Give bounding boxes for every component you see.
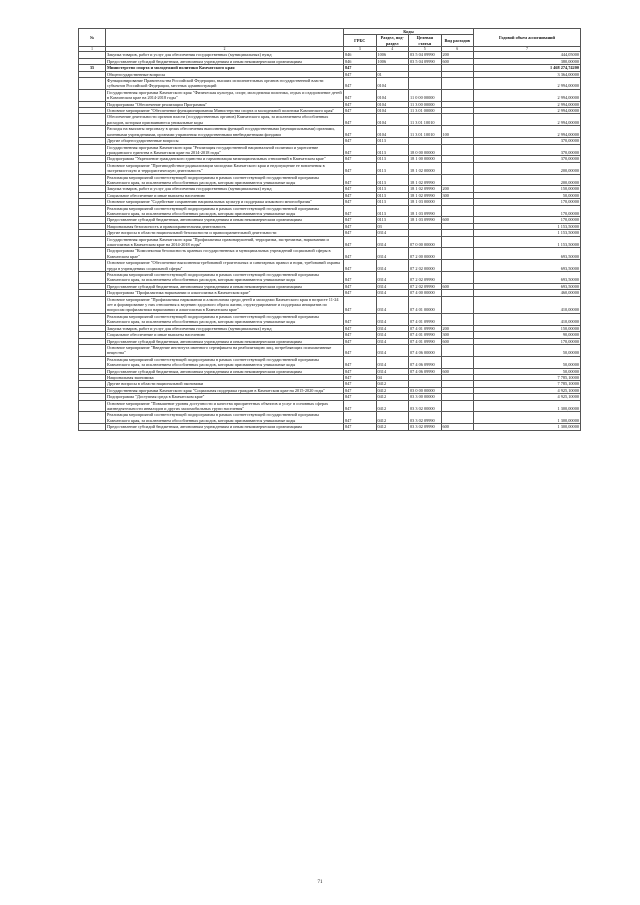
table-row (79, 356, 581, 368)
row-amount: 170,00000 (474, 199, 581, 205)
row-razdel: 0314 (376, 313, 409, 325)
row-name: Национальная экономика (106, 374, 344, 380)
row-amount: 50,00000 (474, 192, 581, 198)
row-name: Общегосударственные вопросы (106, 71, 344, 77)
row-grbs: 847 (344, 296, 377, 313)
table-row (79, 78, 581, 90)
row-razdel: 0104 (376, 89, 409, 101)
table-row (79, 272, 581, 284)
row-razdel: 04 (376, 374, 409, 380)
row-name: Другие вопросы в области национальной безопасности и правоохранительной деятельности (106, 230, 344, 236)
row-grbs: 847 (344, 283, 377, 289)
row-number (79, 78, 106, 90)
row-target-article: 18 1 03 09990 (409, 217, 442, 223)
row-number (79, 89, 106, 101)
row-expense-type (441, 296, 474, 313)
row-razdel: 0314 (376, 332, 409, 338)
row-name: Государственная программа Камчатского края "Профилактика правонарушений, терроризма, экстремизма, наркомании и алкоголизма в Камчатском крае на 2014-2018 годы" (106, 236, 344, 248)
table-row (79, 126, 581, 138)
row-amount: 150,00000 (474, 186, 581, 192)
row-target-article: 07 4 06 09990 (409, 368, 442, 374)
row-number (79, 412, 106, 424)
row-amount: 4 925,10000 (474, 394, 581, 400)
row-name: Национальная безопасность и правоохранительная деятельность (106, 223, 344, 229)
row-target-article: 07 2 00 00000 (409, 248, 442, 260)
row-amount: 1 300,00000 (474, 400, 581, 412)
row-grbs: 847 (344, 332, 377, 338)
row-razdel: 0314 (376, 368, 409, 374)
row-razdel: 0113 (376, 186, 409, 192)
row-razdel: 0113 (376, 156, 409, 162)
row-amount: 693,50000 (474, 283, 581, 289)
row-amount: 170,00000 (474, 338, 581, 344)
row-target-article: 07 4 06 09990 (409, 356, 442, 368)
row-grbs: 847 (344, 205, 377, 217)
row-razdel: 0104 (376, 78, 409, 90)
row-grbs: 847 (344, 199, 377, 205)
row-expense-type: 600 (441, 58, 474, 64)
row-expense-type: 300 (441, 192, 474, 198)
row-name: Расходы на выплаты персоналу в целях обеспечения выполнения функций государственными (муниципальными) органами, казенными учреждениями, органами управления государственными внебюджетными фондами (106, 126, 344, 138)
row-number (79, 400, 106, 412)
table-row (79, 236, 581, 248)
row-name: Основное мероприятие "Повышение уровня доступности и качества приоритетных объектов и услуг в основных сферах жизнедеятельности инвалидов и других маломобильных групп населения" (106, 400, 344, 412)
row-target-article: 07 2 02 09990 (409, 272, 442, 284)
row-target-article: 03 3 00 00000 (409, 394, 442, 400)
row-target-article: 03 3 02 00000 (409, 400, 442, 412)
row-name: Государственная программа Камчатского края "Физическая культура, спорт, молодежная политика, отдых и оздоровление детей в Камчатском крае на 2014-2018 годы" (107, 89, 342, 101)
row-razdel: 0412 (376, 412, 409, 424)
row-amount: 2 994,00000 (474, 78, 581, 90)
row-number (79, 260, 106, 272)
col-index: 7 (474, 47, 581, 52)
row-number (79, 356, 106, 368)
row-grbs: 847 (344, 272, 377, 284)
row-razdel: 0104 (376, 114, 409, 126)
table-row (79, 400, 581, 412)
row-amount: 2 994,00000 (474, 101, 581, 107)
table-body (79, 52, 581, 430)
row-expense-type: 600 (441, 424, 474, 430)
row-target-article: 18 1 03 00000 (409, 199, 442, 205)
document-page (78, 28, 581, 431)
row-grbs: 847 (344, 248, 377, 260)
row-number (79, 424, 106, 430)
row-grbs: 847 (344, 387, 377, 393)
row-number (79, 296, 106, 313)
row-amount: 693,50000 (474, 260, 581, 272)
row-amount: 2 994,00000 (474, 108, 581, 114)
row-grbs: 847 (344, 186, 377, 192)
row-name: Предоставление субсидий бюджетным, автономным учреждениям и иным некоммерческим организациям (106, 283, 344, 289)
row-name: Предоставление субсидий бюджетным, автономным учреждениям и иным некоммерческим организациям (106, 338, 344, 344)
row-grbs: 847 (344, 114, 377, 126)
row-target-article: 07 2 02 00000 (409, 260, 442, 272)
row-name: Предоставление субсидий бюджетным, автономным учреждениям и иным некоммерческим организациям (106, 424, 344, 430)
row-grbs: 846 (344, 52, 377, 58)
col-index: 6 (441, 47, 474, 52)
row-grbs: 847 (344, 65, 377, 71)
row-razdel: 0113 (376, 205, 409, 217)
row-expense-type: 600 (441, 283, 474, 289)
row-amount: 1 468 274,74200 (474, 65, 581, 71)
row-name: Подпрограмма "Комплексная безопасность краевых государственных и муниципальных учреждений социальной сферы в Камчатском крае" (106, 248, 344, 260)
row-amount: 150,00000 (474, 325, 581, 331)
row-amount: 200,00000 (474, 174, 581, 186)
row-expense-type: 200 (441, 325, 474, 331)
row-amount: 410,00000 (474, 296, 581, 313)
row-name: Основное мероприятие "Обеспечение функционирования Министерства спорта и молодежной политики Камчатского края" (106, 108, 344, 114)
col-index: 5 (409, 47, 442, 52)
row-number (79, 313, 106, 325)
row-name: Функционирование Правительства Российской Федерации, высших исполнительных органов государственной власти субъектов Российской Федерации, местных администраций (106, 78, 344, 90)
row-expense-type: 200 (441, 52, 474, 58)
row-name: Реализация мероприятий соответствующей подпрограммы в рамках соответствующей государственной программы Камчатского края, за исключением обособленных расходов, которым присваиваются уникальные коды (106, 313, 344, 325)
row-number (79, 114, 106, 126)
row-target-article: 11 3 01 10010 (409, 114, 442, 126)
row-razdel: 0104 (376, 108, 409, 114)
row-razdel: 0314 (376, 272, 409, 284)
row-expense-type (441, 260, 474, 272)
row-razdel: 0314 (376, 325, 409, 331)
table-row (79, 144, 581, 156)
row-grbs: 847 (344, 424, 377, 430)
row-grbs: 847 (344, 356, 377, 368)
row-name: Реализация мероприятий соответствующей подпрограммы в рамках соответствующей государственной программы Камчатского края, за исключением обособленных расходов, которым присваиваются уникальные коды (106, 412, 344, 424)
row-grbs: 847 (344, 156, 377, 162)
row-expense-type (441, 236, 474, 248)
header-name (106, 29, 344, 47)
row-grbs: 847 (344, 126, 377, 138)
row-razdel: 0314 (376, 248, 409, 260)
row-expense-type: 300 (441, 332, 474, 338)
row-grbs: 847 (344, 290, 377, 296)
row-expense-type (441, 89, 474, 101)
row-name: Закупка товаров, работ и услуг для обеспечения государственных (муниципальных) нужд (106, 186, 344, 192)
row-target-article: 18 1 02 09990 (409, 186, 442, 192)
row-target-article: 07 4 01 09990 (409, 332, 442, 338)
row-expense-type: 600 (441, 368, 474, 374)
row-name: Другие вопросы в области национальной экономики (106, 381, 344, 387)
row-target-article: 11 0 00 00000 (409, 89, 442, 101)
row-amount: 380,00000 (474, 58, 581, 64)
row-target-article: 07 4 00 00000 (409, 290, 442, 296)
row-name: Предоставление субсидий бюджетным, автономным учреждениям и иным некоммерческим организациям (106, 217, 344, 223)
row-grbs: 847 (344, 374, 377, 380)
row-name: Государственная программа Камчатского края "Реализация государственной национальной политики и укрепление гражданского единства в Камчатском крае на 2014-2018 годы" (106, 144, 344, 156)
row-name: Обеспечение деятельности органов власти (государственных органов) Камчатского края, за исключением обособленных расходов, которым присваиваются уникальные коды (106, 114, 344, 126)
row-expense-type (441, 272, 474, 284)
row-amount: 50,00000 (474, 344, 581, 356)
row-grbs: 847 (344, 144, 377, 156)
table-row (79, 313, 581, 325)
row-amount: 444,05000 (474, 52, 581, 58)
row-razdel: 0314 (376, 344, 409, 356)
header-num: № (79, 29, 106, 47)
row-target-article: 03 3 02 09990 (409, 412, 442, 424)
row-razdel: 0412 (376, 381, 409, 387)
row-grbs: 847 (344, 412, 377, 424)
row-name: Основное мероприятие "Противодействие радикализации молодежи Камчатского края и недопущение ее вовлечения в экстремистскую и террористическую деятельность" (106, 162, 344, 174)
col-index: 2 (106, 47, 344, 52)
row-grbs: 847 (344, 325, 377, 331)
header-grbs: ГРБС (344, 35, 377, 47)
row-target-article: 03 0 00 00000 (409, 387, 442, 393)
row-name: Другие общегосударственные вопросы (106, 138, 344, 144)
col-index: 3 (344, 47, 377, 52)
row-razdel: 0113 (376, 217, 409, 223)
row-razdel: 0314 (376, 338, 409, 344)
row-name: Подпрограмма "Укрепление гражданского единства и гармонизация межнациональных отношений в Камчатском крае" (106, 156, 344, 162)
row-razdel: 0314 (376, 260, 409, 272)
row-target-article: 18 1 00 00000 (409, 156, 442, 162)
row-grbs: 847 (344, 162, 377, 174)
row-grbs: 847 (344, 344, 377, 356)
row-expense-type: 100 (441, 126, 474, 138)
row-target-article: 11 3 01 10010 (409, 126, 442, 138)
row-target-article: 07 4 01 09990 (409, 313, 442, 325)
row-amount: 1 153,50000 (474, 230, 581, 236)
table-row (79, 162, 581, 174)
row-grbs: 847 (344, 174, 377, 186)
row-name: Социальное обеспечение и иные выплаты населению (106, 192, 344, 198)
row-number (79, 236, 106, 248)
row-razdel: 0113 (376, 192, 409, 198)
row-amount: 7 785,10000 (474, 374, 581, 380)
row-target-article: 03 5 04 09990 (409, 52, 442, 58)
row-amount: 2 994,00000 (474, 126, 581, 138)
page-number: 71 (317, 880, 323, 885)
table-row (79, 296, 581, 313)
row-grbs: 847 (344, 108, 377, 114)
row-name: Основное мероприятие "Введение института именного сертификата на реабилитацию лиц, потребляющих психоактивные вещества" (106, 344, 344, 356)
row-amount: 460,00000 (474, 290, 581, 296)
row-expense-type (441, 356, 474, 368)
row-number (79, 344, 106, 356)
header-razdel: Раздел, под-раздел (376, 35, 409, 47)
row-amount: 2 994,00000 (474, 114, 581, 126)
row-number (79, 272, 106, 284)
row-amount: 2 994,00000 (474, 89, 581, 101)
row-number: 35 (79, 65, 106, 71)
row-target-article: 07 4 01 00000 (409, 296, 442, 313)
row-amount: 7 785,10000 (474, 381, 581, 387)
table-row (79, 114, 581, 126)
row-razdel: 0113 (376, 199, 409, 205)
row-number (79, 205, 106, 217)
row-expense-type (441, 144, 474, 156)
row-grbs: 847 (344, 394, 377, 400)
header-sum: Годовой объем ассигнований (474, 29, 581, 47)
row-name: Министерство спорта и молодежной политики Камчатского края (106, 65, 344, 71)
row-expense-type (441, 114, 474, 126)
row-name: Подпрограмма "Профилактика наркомании и алкоголизма в Камчатском крае" (106, 290, 344, 296)
row-amount: 693,50000 (474, 248, 581, 260)
col-index: 1 (79, 47, 106, 52)
row-razdel: 0113 (376, 138, 409, 144)
row-grbs: 847 (344, 101, 377, 107)
row-amount: 90,00000 (474, 332, 581, 338)
row-expense-type (441, 344, 474, 356)
row-grbs: 847 (344, 71, 377, 77)
row-amount: 370,00000 (474, 156, 581, 162)
row-number (79, 126, 106, 138)
row-amount: 1 300,00000 (474, 412, 581, 424)
row-razdel: 0314 (376, 290, 409, 296)
row-number (79, 162, 106, 174)
row-name: Государственная программа Камчатского края "Социальная поддержка граждан в Камчатском крае на 2015-2020 годы" (106, 387, 344, 393)
row-grbs: 847 (344, 400, 377, 412)
row-amount: 50,00000 (474, 368, 581, 374)
row-name: Реализация мероприятий соответствующей подпрограммы в рамках соответствующей государственной программы Камчатского края, за исключением обособленных расходов, которым присваиваются уникальные коды (106, 205, 344, 217)
row-target-article: 11 3 01 00000 (409, 108, 442, 114)
row-expense-type: 600 (441, 338, 474, 344)
row-expense-type (441, 412, 474, 424)
budget-table (78, 28, 581, 431)
table-row (79, 260, 581, 272)
row-name: Реализация мероприятий соответствующей подпрограммы в рамках соответствующей государственной программы Камчатского края, за исключением обособленных расходов, которым присваиваются уникальные коды (106, 356, 344, 368)
row-amount: 1 300,00000 (474, 424, 581, 430)
row-target-article: 18 1 02 09990 (409, 192, 442, 198)
row-amount: 370,00000 (474, 144, 581, 156)
row-grbs: 847 (344, 236, 377, 248)
row-grbs: 847 (344, 223, 377, 229)
header-vr: Вид расходов (441, 35, 474, 47)
table-row (79, 248, 581, 260)
table-row (79, 412, 581, 424)
header-codes: Коды (344, 29, 474, 35)
row-razdel: 0412 (376, 394, 409, 400)
row-grbs: 847 (344, 260, 377, 272)
row-amount: 3 364,00000 (474, 71, 581, 77)
row-name: Предоставление субсидий бюджетным, автономным учреждениям и иным некоммерческим организациям (106, 58, 344, 64)
row-name: Предоставление субсидий бюджетным, автономным учреждениям и иным некоммерческим организациям (106, 368, 344, 374)
row-amount: 170,00000 (474, 217, 581, 223)
row-grbs: 847 (344, 313, 377, 325)
row-expense-type: 600 (441, 217, 474, 223)
row-target-article: 07 4 01 09990 (409, 338, 442, 344)
table-header-row (79, 29, 581, 35)
row-number (79, 248, 106, 260)
row-target-article: 03 3 02 09990 (409, 424, 442, 430)
col-index: 4 (376, 47, 409, 52)
table-row (79, 89, 581, 101)
row-name: Реализация мероприятий соответствующей подпрограммы в рамках соответствующей государственной программы Камчатского края, за исключением обособленных расходов, которым присваиваются уникальные коды (106, 272, 344, 284)
row-grbs: 847 (344, 89, 377, 101)
row-razdel: 1006 (376, 58, 409, 64)
row-target-article: 07 2 02 09990 (409, 283, 442, 289)
row-grbs: 847 (344, 381, 377, 387)
row-razdel: 0314 (376, 236, 409, 248)
row-grbs: 847 (344, 368, 377, 374)
row-razdel: 0412 (376, 387, 409, 393)
row-expense-type (441, 174, 474, 186)
row-expense-type (441, 248, 474, 260)
row-name: Основное мероприятие "Содействие сохранению национальных культур и поддержка языкового многообразия" (106, 199, 344, 205)
row-grbs: 847 (344, 138, 377, 144)
row-expense-type: 200 (441, 186, 474, 192)
row-razdel: 0314 (376, 230, 409, 236)
row-target-article: 03 5 04 09990 (409, 58, 442, 64)
table-row (79, 344, 581, 356)
row-razdel: 0104 (376, 126, 409, 138)
row-number (79, 174, 106, 186)
row-name: Подпрограмма "Доступная среда в Камчатском крае" (106, 394, 344, 400)
row-amount: 693,50000 (474, 272, 581, 284)
row-target-article: 18 0 00 00000 (409, 144, 442, 156)
row-razdel: 0412 (376, 400, 409, 412)
row-amount: 1 153,50000 (474, 223, 581, 229)
row-target-article: 18 1 03 09990 (409, 205, 442, 217)
row-expense-type (441, 205, 474, 217)
row-expense-type (441, 162, 474, 174)
row-name: Закупка товаров, работ и услуг для обеспечения государственных (муниципальных) нужд (106, 325, 344, 331)
row-razdel: 03 (376, 223, 409, 229)
row-name: Реализация мероприятий соответствующей подпрограммы в рамках соответствующей государственной программы Камчатского края, за исключением обособленных расходов, которым присваиваются уникальные коды (106, 174, 344, 186)
row-grbs: 847 (344, 192, 377, 198)
row-name: Социальное обеспечение и иные выплаты населению (106, 332, 344, 338)
row-target-article (409, 78, 442, 90)
row-name: Основное мероприятие "Профилактика наркомании и алкоголизма среди детей и молодежи Камчатского края в возрасте 11-24 лет и формирование у них отношения к ведению здорового образа жизни, структурирование и поддержка инициатив по вопросам профилактики наркомании и алкоголизма в Камчатском крае" (106, 296, 344, 313)
row-grbs: 847 (344, 78, 377, 90)
row-target-article: 18 1 02 09990 (409, 174, 442, 186)
row-grbs: 847 (344, 217, 377, 223)
row-expense-type (441, 400, 474, 412)
row-grbs: 846 (344, 58, 377, 64)
header-cs: Целевая статья (409, 35, 442, 47)
row-amount: 50,00000 (474, 356, 581, 368)
row-razdel: 1006 (376, 52, 409, 58)
row-razdel: 0113 (376, 174, 409, 186)
row-amount: 1 153,50000 (474, 236, 581, 248)
row-target-article: 11 3 00 00000 (409, 101, 442, 107)
row-target-article: 07 4 01 09990 (409, 325, 442, 331)
row-amount: 410,00000 (474, 313, 581, 325)
row-target-article: 07 4 06 00000 (409, 344, 442, 356)
table-row (79, 174, 581, 186)
row-razdel: 0113 (376, 162, 409, 174)
row-razdel: 0412 (376, 424, 409, 430)
row-razdel: 0314 (376, 356, 409, 368)
row-number (79, 144, 106, 156)
row-target-article: 18 1 02 00000 (409, 162, 442, 174)
row-razdel: 0113 (376, 144, 409, 156)
row-amount: 170,00000 (474, 205, 581, 217)
row-razdel: 0104 (376, 101, 409, 107)
table-row (79, 424, 581, 430)
row-razdel: 0314 (376, 296, 409, 313)
row-grbs: 847 (344, 338, 377, 344)
row-expense-type (441, 313, 474, 325)
row-grbs: 847 (344, 230, 377, 236)
row-expense-type (441, 78, 474, 90)
row-razdel: 0314 (376, 283, 409, 289)
row-amount: 370,00000 (474, 138, 581, 144)
row-razdel: 01 (376, 71, 409, 77)
row-amount: 200,00000 (474, 162, 581, 174)
row-amount: 4 925,10000 (474, 387, 581, 393)
row-name: Закупка товаров, работ и услуг для обеспечения государственных (муниципальных) нужд (106, 52, 344, 58)
row-name: Подпрограмма "Обеспечение реализации Программы" (106, 101, 344, 107)
row-target-article: 07 0 00 00000 (409, 236, 442, 248)
table-row (79, 205, 581, 217)
row-name: Основное мероприятие "Обеспечение выполнения требований строительных и санитарных правил и норм, требований охраны труда в учреждениях социальной сферы" (106, 260, 344, 272)
